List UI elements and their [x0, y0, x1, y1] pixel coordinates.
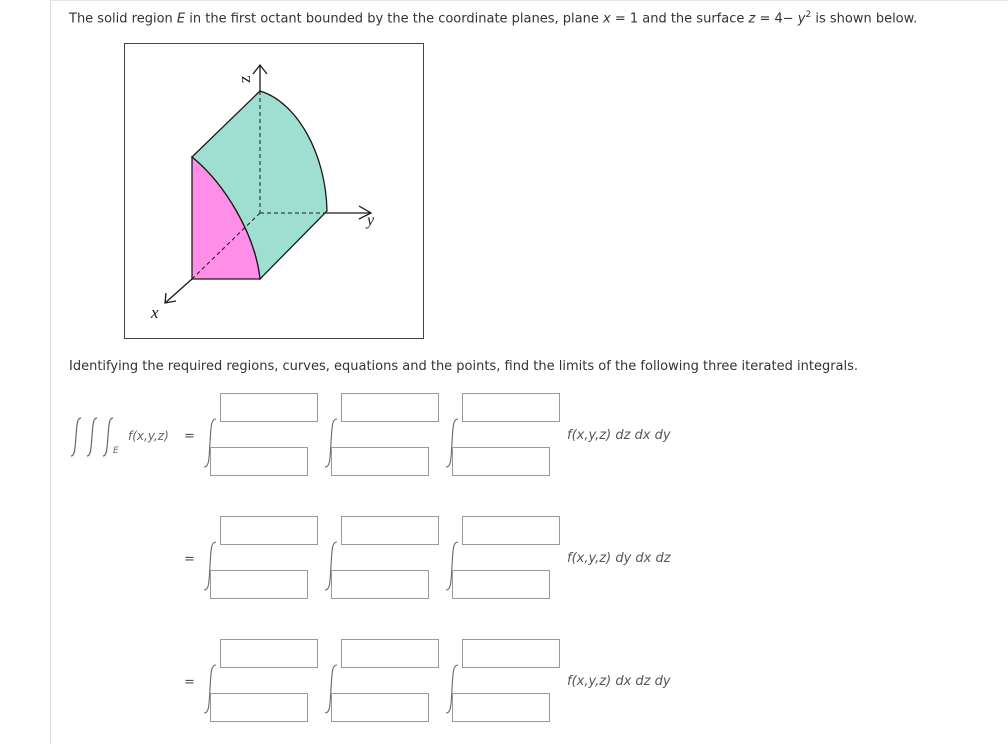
upper-limit-input-2-middle[interactable] [341, 516, 439, 545]
equals-sign-3: = [184, 675, 195, 690]
upper-limit-input-2-outer[interactable] [220, 516, 318, 545]
z-axis-label: z [235, 75, 254, 83]
integrand-row-2: f(x,y,z) dy dx dz [567, 551, 671, 566]
lower-limit-input-3-outer[interactable] [210, 693, 308, 722]
lower-limit-input-1-middle[interactable] [331, 447, 429, 476]
x-axis [165, 279, 192, 303]
lower-limit-input-3-middle[interactable] [331, 693, 429, 722]
left-divider [50, 0, 51, 744]
integrand-row-1: f(x,y,z) dz dx dy [567, 428, 671, 443]
equals-sign-2: = [184, 552, 195, 567]
upper-limit-input-1-inner[interactable] [462, 393, 560, 422]
lower-limit-input-1-inner[interactable] [452, 447, 550, 476]
lower-limit-input-3-inner[interactable] [452, 693, 550, 722]
upper-limit-input-1-outer[interactable] [220, 393, 318, 422]
lhs-integrand: f(x,y,z) [128, 429, 169, 443]
solid-region-diagram [125, 44, 423, 338]
equals-sign-1: = [184, 429, 195, 444]
upper-limit-input-3-inner[interactable] [462, 639, 560, 668]
upper-limit-input-3-outer[interactable] [220, 639, 318, 668]
problem-statement: The solid region E in the first octant bounded by the the coordinate planes, plane x = 1 and the surface $z = 4- y^2$ is shown below. [69, 10, 918, 27]
upper-limit-input-1-middle[interactable] [341, 393, 439, 422]
top-divider [50, 0, 1008, 1]
upper-limit-input-3-middle[interactable] [341, 639, 439, 668]
integrand-row-3: f(x,y,z) dx dz dy [567, 674, 671, 689]
lower-limit-input-2-outer[interactable] [210, 570, 308, 599]
instruction-text: Identifying the required regions, curves, equations and the points, find the limits of the following three iterated integrals. [69, 359, 859, 374]
lower-limit-input-2-inner[interactable] [452, 570, 550, 599]
lower-limit-input-2-middle[interactable] [331, 570, 429, 599]
region-subscript: E [113, 446, 119, 456]
x-axis-label: x [151, 303, 159, 322]
lower-limit-input-1-outer[interactable] [210, 447, 308, 476]
solid-region-figure [124, 43, 424, 339]
upper-limit-input-2-inner[interactable] [462, 516, 560, 545]
y-axis-label: y [367, 212, 375, 229]
